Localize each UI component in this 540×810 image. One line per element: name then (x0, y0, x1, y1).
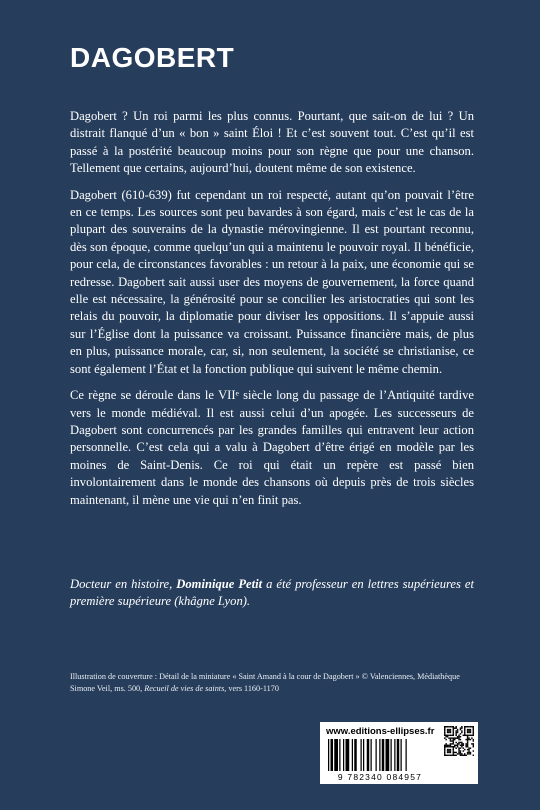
qr-code-icon (444, 726, 474, 756)
credit-date: , vers 1160-1170 (224, 684, 279, 693)
bio-rest: a été professeur en lettres supérieures et première supérieure (khâgne Lyon). (70, 577, 474, 609)
book-title: DAGOBERT (70, 42, 235, 73)
barcode-icon (328, 739, 432, 771)
author-bio (70, 576, 474, 611)
summary-paragraph-3: Ce règne se déroule dans le VIIᵉ siècle long du passage de l’Antiquité tardive vers le monde médiéval. Il est aussi celui d’un apogée. Les successeurs de Dagobert sont concurrencés par les grandes familles qui entravent leur action personnelle. C’est cela qui a valu à Dagobert d’être érigé en modèle par les moines de Saint-Denis. Ce roi qui était un repère est passé bien involontairement dans le monde des chansons où depuis près de trois siècles maintenant, il mène une vie qui n’en finit pas. (70, 388, 474, 507)
credit-text: Illustration de couverture : Détail de la miniature « Saint Amand à la cour de Dagobert » © Valenciennes, Médiathèque Simone Veil, ms. 500, (70, 672, 460, 693)
barcode-block (320, 722, 478, 784)
summary-paragraph-1: Dagobert ? Un roi parmi les plus connus. Pourtant, que sait-on de lui ? Un distrait flanqué d’un « bon » saint Éloi ! Et c’est souvent tout. C’est qu’il est passé à la postérité beaucoup moins pour son règne que pour une chanson. Tellement que certains, aujourd’hui, doutent même de son existence. (70, 109, 474, 176)
summary-paragraph-2: Dagobert (610-639) fut cependant un roi respecté, autant qu’on pouvait l’être en ce temps. Les sources sont peu bavardes à son égard, mais c’est le cas de la plupart des souverains de la dynastie mérovingienne. Il est pourtant reconnu, dès son époque, comme quelqu’un qui a maintenu le pouvoir royal. Il bénéficie, pour cela, de circonstances favorables : un retour à la paix, une économie qui se redresse. Dagobert sait aussi user des moyens de gouvernement, la force quand elle est nécessaire, la générosité pour se concilier les aristocraties qui sont les relais du pouvoir, la diplomatie pour diviser les oppositions. Il s’appuie aussi sur l’Église dont la puissance va croissant. Puissance financière mais, de plus en plus, puissance morale, car, si, non seulement, la société se christianise, ce sont également l’État et la fonction publique qui suivent le même chemin. (70, 187, 474, 376)
author-name: Dominique Petit (176, 577, 263, 591)
bio-intro: Docteur en histoire, (70, 577, 177, 591)
cover-credit (70, 671, 474, 695)
publisher-url: www.editions-ellipses.fr (326, 726, 435, 737)
back-cover-summary (70, 108, 474, 518)
credit-title: Recueil de vies de saints (144, 684, 225, 693)
isbn-number: 9 782340 084957 (337, 772, 423, 782)
